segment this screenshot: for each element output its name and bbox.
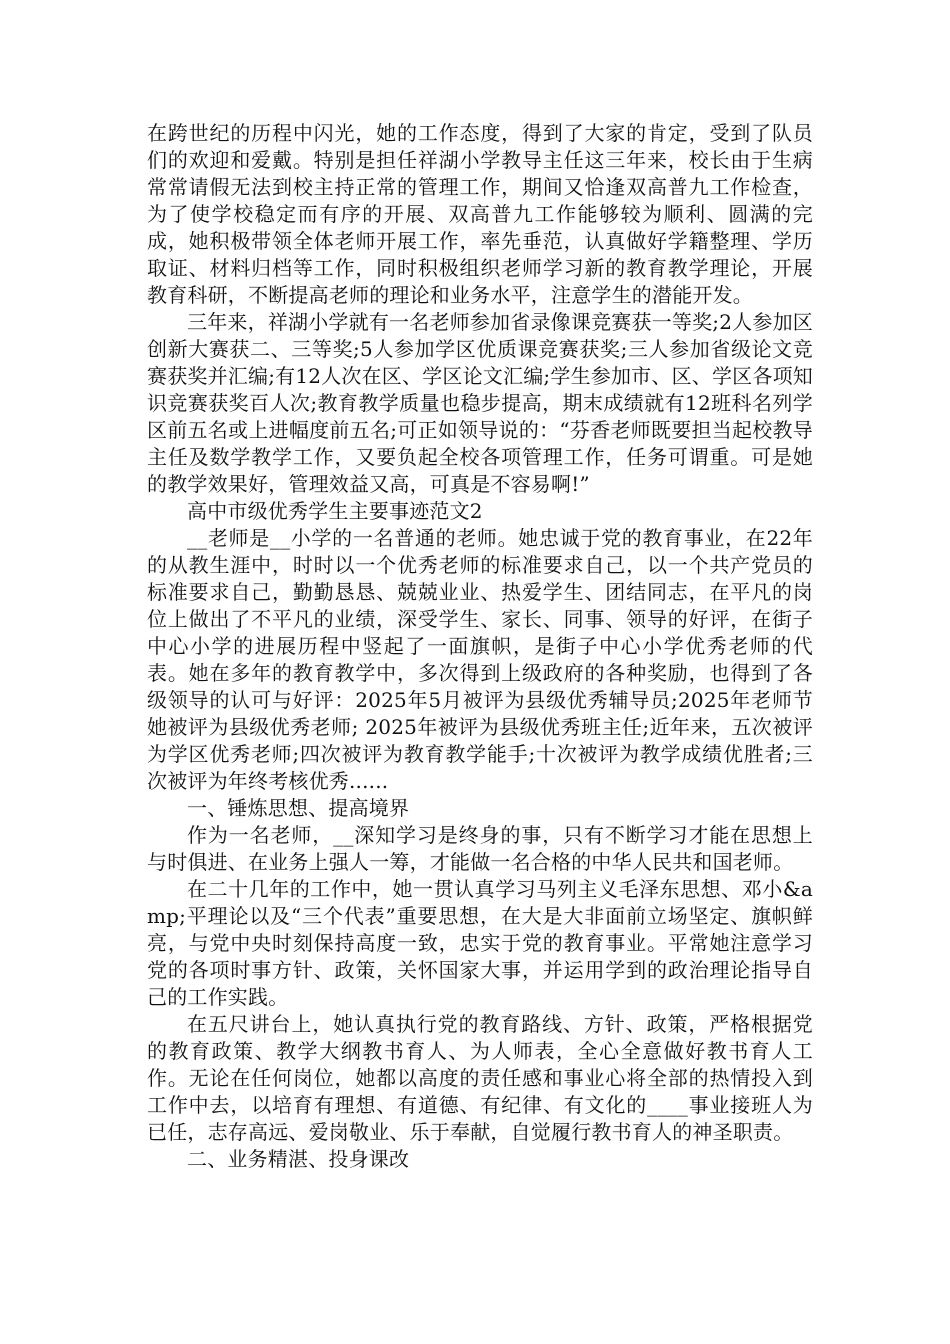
paragraph-continuation: 在跨世纪的历程中闪光，她的工作态度，得到了大家的肯定，受到了队员们的欢迎和爱戴。特别是担任祥湖小学教导主任这三年来，校长由于生病常常请假无法到校主持正常的管理工作，期间又恰逢双高普九工作检查，为了使学校稳定而有序的开展、双高普九工作能够较为顺利、圆满的完成，她积极带领全体老师开展工作，率先垂范，认真做好学籍整理、学历取证、材料归档等工作，同时积极组织老师学习新的教育教学理论，开展教育科研，不断提高老师的理论和业务水平，注意学生的潜能开发。 [147,121,813,307]
heading-section-2: 二、业务精湛、投身课改 [187,1147,410,1171]
paragraph-political-study: 在二十几年的工作中，她一贯认真学习马列主义毛泽东思想、邓小&amp;平理论以及“三个代表”重要思想，在大是大非面前立场坚定、旗帜鲜亮，与党中央时刻保持高度一致，忠实于党的教育事业。平常她注意学习党的各项时事方针、政策，关怀国家大事，并运用学到的政治理论指导自己的工作实践。 [147,877,813,1009]
paragraph-teaching-duty: 在五尺讲台上，她认真执行党的教育路线、方针、政策，严格根据党的教育政策、教学大纲教书育人、为人师表，全心全意做好教书育人工作。无论在任何岗位，她都以高度的责任感和事业心将全部的热情投入到工作中去，以培育有理想、有道德、有纪律、有文化的____事业接班人为已任，志存高远、爱岗敬业、乐于奉献，自觉履行教书育人的神圣职责。 [147,1012,813,1144]
heading-section-1: 一、锤炼思想、提高境界 [187,796,410,820]
paragraph-achievements: 三年来，祥湖小学就有一名老师参加省录像课竞赛获一等奖;2人参加区创新大赛获二、三等奖;5人参加学区优质课竞赛获奖;三人参加省级论文竞赛获奖并汇编;有12人次在区、学区论文汇编;学生参加市、区、学区各项知识竞赛获奖百人次;教育教学质量也稳步提高，期末成绩就有12班科名列学区前五名或上进幅度前五名;可正如领导说的：“芬香老师既要担当起校教导主任及数学教学工作，又要负起全校各项管理工作，任务可谓重。可是她的教学效果好，管理效益又高，可真是不容易啊!” [147,310,813,496]
paragraph-teacher-intro: __老师是__小学的一名普通的老师。她忠诚于党的教育事业，在22年的从教生涯中，时时以一个优秀老师的标准要求自己，以一个共产党员的标准要求自己，勤勤恳恳、兢兢业业、热爱学生、团结同志，在平凡的岗位上做出了不平凡的业绩，深受学生、家长、同事、领导的好评，在街子中心小学的进展历程中竖起了一面旗帜，是街子中心小学优秀老师的代表。她在多年的教育教学中，多次得到上级政府的各种奖励，也得到了各级领导的认可与好评：2025年5月被评为县级优秀辅导员;2025年老师节她被评为县级优秀老师; 2025年被评为县级优秀班主任;近年来，五次被评为学区优秀老师;四次被评为教育教学能手;十次被评为教学成绩优胜者;三次被评为年终考核优秀...... [147,526,813,793]
section-title-example-2: 高中市级优秀学生主要事迹范文2 [187,499,483,523]
document-body [147,120,813,1173]
paragraph-lifelong-learning: 作为一名老师，__深知学习是终身的事，只有不断学习才能在思想上与时俱进、在业务上强人一筹，才能做一名合格的中华人民共和国老师。 [147,823,813,874]
